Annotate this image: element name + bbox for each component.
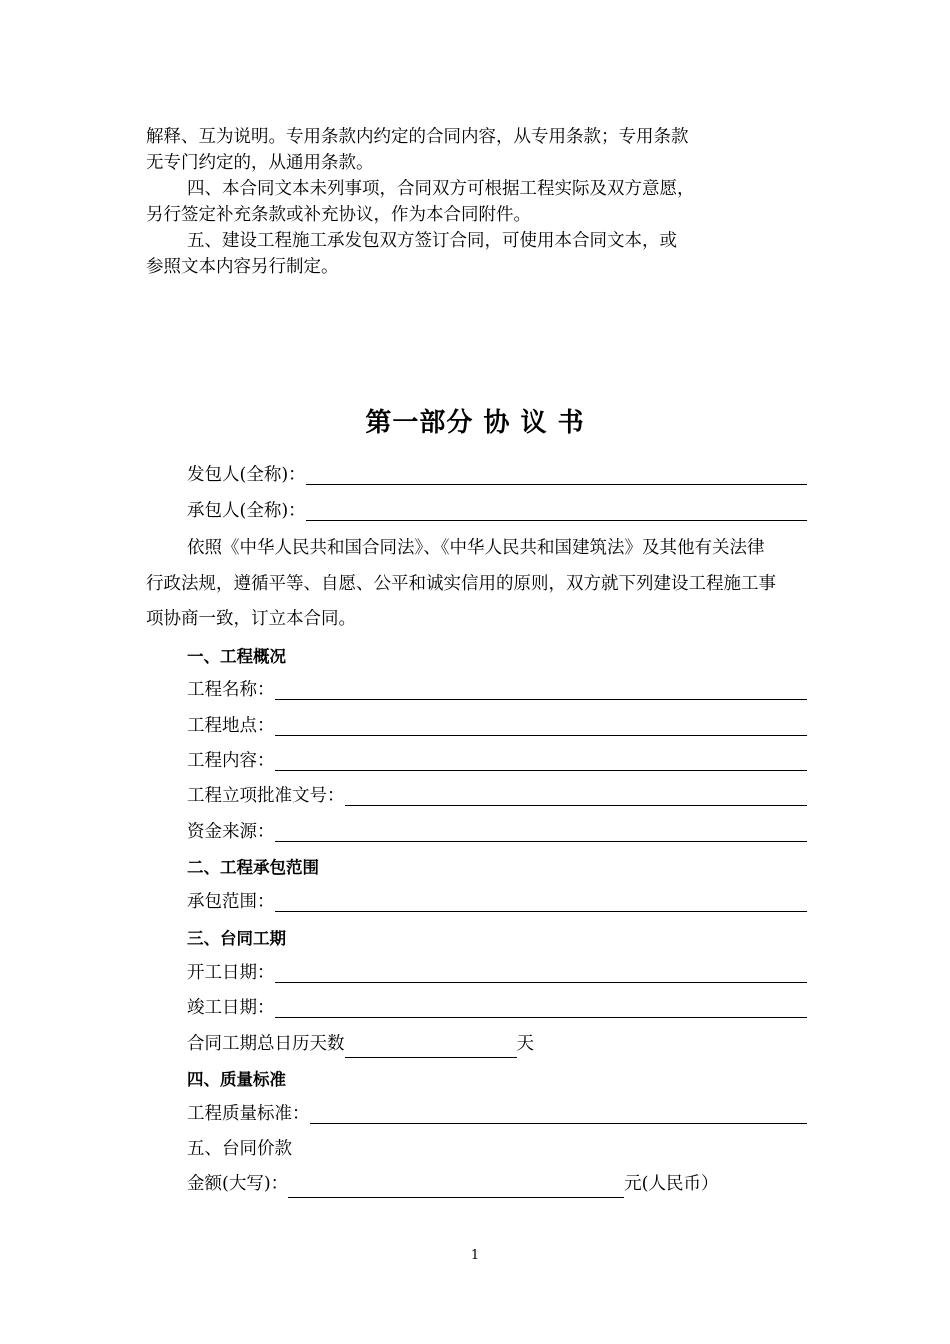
total-days-field	[187, 1027, 534, 1062]
approval-number-field	[187, 779, 807, 814]
total-days-blank[interactable]	[345, 1033, 517, 1058]
basis-line: 依照《中华人民共和国合同法》、《中华人民共和国建筑法》及其他有关法律	[187, 538, 765, 558]
section-5-heading: 五、台同价款	[187, 1139, 292, 1159]
employer-blank[interactable]	[306, 460, 807, 485]
scope-field	[187, 885, 807, 920]
project-location-field	[187, 709, 807, 744]
funding-source-field	[187, 815, 807, 850]
intro-line: 参照文本内容另行制定。	[146, 257, 339, 277]
completion-date-field	[187, 991, 807, 1026]
intro-line: 四、本合同文本未列事项，合同双方可根据工程实际及双方意愿，	[187, 179, 695, 199]
total-days-label: 合同工期总日历天数	[187, 1034, 345, 1054]
basis-line: 项协商一致，订立本合同。	[146, 609, 356, 629]
project-content-field	[187, 744, 807, 779]
project-name-label: 工程名称：	[187, 680, 275, 700]
quality-standard-field	[187, 1097, 807, 1132]
employer-field	[187, 458, 807, 493]
project-content-label: 工程内容：	[187, 751, 275, 771]
project-location-label: 工程地点：	[187, 716, 275, 736]
intro-line: 解释、互为说明。专用条款内约定的合同内容，从专用条款；专用条款	[146, 127, 689, 147]
intro-text	[146, 124, 810, 280]
intro-line: 另行签定补充条款或补充协议，作为本合同附件。	[146, 205, 531, 225]
completion-date-label: 竣工日期：	[187, 998, 275, 1018]
contract-amount-label: 金额(大写)：	[187, 1174, 289, 1194]
scope-label: 承包范围：	[187, 892, 275, 912]
basis-line: 行政法规，遵循平等、自愿、公平和诚实信用的原则，双方就下列建设工程施工事	[146, 573, 776, 594]
approval-number-label: 工程立项批准文号：	[187, 786, 345, 806]
start-date-field	[187, 956, 807, 991]
start-date-blank[interactable]	[275, 958, 808, 983]
contract-amount-unit: 元(人民币）	[624, 1174, 719, 1194]
section-2-heading: 二、工程承包范围	[187, 858, 319, 877]
scope-blank[interactable]	[275, 887, 808, 912]
contract-amount-blank[interactable]	[288, 1173, 624, 1198]
intro-line: 无专门约定的，从通用条款。	[146, 153, 374, 173]
intro-line: 五、建设工程施工承发包双方签订合同，可使用本合同文本，或	[187, 231, 677, 251]
project-location-blank[interactable]	[275, 711, 808, 736]
page-title: 第一部分 协 议 书	[365, 408, 585, 438]
contractor-blank[interactable]	[306, 496, 807, 521]
funding-source-blank[interactable]	[275, 817, 808, 842]
funding-source-label: 资金来源：	[187, 822, 275, 842]
total-days-unit: 天	[516, 1034, 534, 1054]
project-content-blank[interactable]	[275, 746, 808, 771]
project-name-blank[interactable]	[275, 675, 808, 700]
quality-standard-label: 工程质量标准：	[187, 1104, 310, 1124]
employer-label: 发包人(全称)：	[187, 465, 306, 485]
basis-paragraph	[146, 531, 810, 638]
quality-standard-blank[interactable]	[310, 1099, 808, 1124]
contractor-field	[187, 494, 807, 529]
approval-number-blank[interactable]	[345, 781, 808, 806]
contract-amount-field	[187, 1167, 718, 1202]
completion-date-blank[interactable]	[275, 993, 808, 1018]
start-date-label: 开工日期：	[187, 963, 275, 983]
section-3-heading: 三、台同工期	[187, 929, 286, 948]
section-4-heading: 四、质量标准	[187, 1070, 286, 1089]
section-1-heading: 一、工程概况	[187, 647, 286, 666]
contractor-label: 承包人(全称)：	[187, 501, 306, 521]
page-number: 1	[470, 1248, 480, 1263]
project-name-field	[187, 673, 807, 708]
